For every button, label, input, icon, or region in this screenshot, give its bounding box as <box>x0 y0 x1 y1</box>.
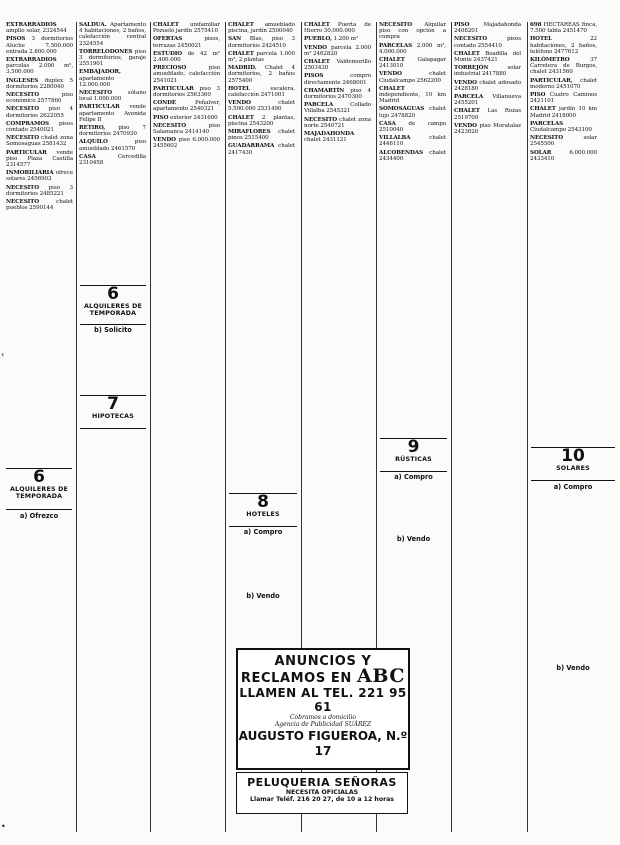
section-number: 9 <box>407 437 420 457</box>
subsection-label: b) Vendo <box>380 535 447 543</box>
ad-headline: PELUQUERIA SEÑORAS <box>247 776 397 789</box>
classified-ad: PUEBLO, 1.200 m² <box>304 36 359 43</box>
classified-ad: HOTEL escalera, calefacción 2471001 <box>228 85 295 99</box>
classified-ad: CHALET Puerta de Hierro 30.000.000 <box>304 22 371 35</box>
classified-ad: PISO Majadahonda 2408201 <box>454 22 521 35</box>
ads-column-7 <box>454 22 521 832</box>
classified-ad: NECESITO sótano local 1.000.000 <box>79 90 146 103</box>
margin-mark: ‹ <box>1 350 5 359</box>
ad-agency: Agencia de Publicidad SUÁREZ <box>274 721 372 728</box>
column-rule <box>527 22 528 832</box>
classified-ad: CHALET Galapagar 2413010 <box>379 57 446 70</box>
classified-ad: SOMOSAGUAS chalet lujo 2478820 <box>379 106 446 119</box>
subsection-label: a) Compro <box>531 483 615 491</box>
classified-ad: CHALET jardín 10 km Madrid 2418000 <box>530 106 597 119</box>
section-heading-solares <box>531 447 615 481</box>
classified-ad: CHALET Valdemorillo 2503430 <box>304 59 371 72</box>
classified-ad: OFERTAS pisos, terrazas 2450021 <box>153 36 220 49</box>
section-heading-alquileres-temporada-solicito <box>80 285 146 325</box>
classified-ad: EXTRARRADIOS parcelas 2.000 m², 3.500.000 <box>6 57 73 76</box>
classified-ad: ALCOBENDAS chalet 2434400 <box>379 149 446 162</box>
ads-column-3 <box>153 22 220 832</box>
classified-ad: VENDO parcela 2.000 m² 2462820 <box>304 44 371 57</box>
classified-ad: NECESITO chalet pueblos 2590144 <box>6 199 73 212</box>
subsection-label: a) Compro <box>229 528 297 536</box>
classified-ad: CHALET Las Rozas 2519700 <box>454 108 521 121</box>
ad-text: NECESITA OFICIALAS <box>285 789 359 796</box>
classified-ad: CASA Cercedilla 2310458 <box>79 153 146 167</box>
classified-ad: VENDO chalet adosado 2428180 <box>454 79 521 92</box>
section-heading-alquileres-temporada <box>6 468 72 510</box>
section-heading-hoteles <box>229 493 297 527</box>
classified-ad: CHALET unifamiliar Pozuelo jardín 2575410 <box>153 22 220 35</box>
classified-ad: 698 HECTÁREAS finca, 7.500 tabla 2451470 <box>530 22 597 35</box>
classified-ad: EXTRARRADIOS amplio solar, 2324544 <box>6 22 67 35</box>
classified-ad: CHALET 2 plantas, piscina 2543200 <box>228 114 295 127</box>
classified-ad: CHALET Boadilla del Monte 2437421 <box>454 50 521 64</box>
ad-phone: LLAMEN AL TEL. 221 95 61 <box>239 686 407 714</box>
classified-ad: PARCELA Villanueva 2455201 <box>454 94 521 107</box>
ad-headline-brand <box>238 665 408 687</box>
classified-ad: MIRAFLORES chalet pinos 2515400 <box>228 129 295 142</box>
column-rule <box>76 22 77 832</box>
classified-ad: SALDUA. Apartamento 4 habitaciones, 2 baños, calefacción central 2324554 <box>79 22 146 47</box>
classified-ad: NECESITO piso económico 2577860 <box>6 92 73 105</box>
classified-ad: VENDO chalet Ciudalcampo 2562200 <box>379 71 446 84</box>
classified-ad: CASA de campo 2510040 <box>379 120 446 134</box>
ad-headline: ANUNCIOS Y <box>274 654 372 669</box>
subsection-label: a) Ofrezco <box>6 512 72 520</box>
classified-ad: PISO exterior 2431600 <box>153 114 218 121</box>
ad-note: Cobramos a domicilio <box>289 714 357 721</box>
classified-ad: VENDO piso Moratalaz 2423620 <box>454 122 521 136</box>
classified-ad: MAJADAHONDA chalet 2431121 <box>304 131 355 144</box>
section-number: 8 <box>257 492 269 512</box>
classified-ad: PARCELA Collado Villalba 2545321 <box>304 102 371 115</box>
classified-ad: NECESITO chalet zona Somosaguas 2581432 <box>6 135 73 148</box>
section-title: RÚSTICAS <box>395 456 432 463</box>
classified-ad: CHALET amueblado piscina, jardín 2500040 <box>228 22 295 35</box>
classified-ad: EMBAJADOR, apartamento 12.000.000 <box>79 69 121 88</box>
ad-address: AUGUSTO FIGUEROA, N.º 17 <box>238 729 408 758</box>
classified-ad: MADRID. Chalet 4 dormitorios, 2 baños 2575400 <box>228 65 295 84</box>
classified-ad: PARTICULAR vende apartamento Avenida Felipe II <box>79 104 146 123</box>
subsection-label: b) Vendo <box>531 664 615 672</box>
section-number: 6 <box>107 284 119 304</box>
section-title: ALQUILERES DE TEMPORADA <box>83 303 142 317</box>
classified-ad: VENDO piso 6.000.000 2455602 <box>153 137 220 150</box>
classified-ad: NECESITO pisos contado 2554410 <box>454 36 521 49</box>
section-number: 10 <box>561 446 585 466</box>
classified-ad: SAN Blas, piso 3 dormitorios 2424510 <box>228 36 295 49</box>
section-number: 6 <box>33 467 45 487</box>
classified-ad: VENDO chalet 5.500.000 2531490 <box>228 100 295 113</box>
classified-ad: NECESITO Alquilar piso con opción a compra <box>379 22 446 41</box>
classified-ad: SOLAR 6.000.000 2433410 <box>530 149 597 162</box>
classified-ad: VILLALBA chalet 2446110 <box>379 135 446 148</box>
classified-ad: RETIRO, piso 7 dormitorios 2470930 <box>79 125 146 138</box>
subsection-label: a) Compro <box>380 473 447 481</box>
classified-ad: ALQUILO piso amueblado 2461570 <box>79 139 146 152</box>
classified-ad: PARCELAS 2.000 m², 4.000.000 <box>379 42 446 55</box>
column-rule <box>451 22 452 832</box>
classified-ad: PISO Cuatro Caminos 2421101 <box>530 92 597 105</box>
subsection-label: b) Solicito <box>80 326 146 334</box>
classified-ad: PISOS 3 dormitorios Aluche 7.500.000 entrada 2.800.000 <box>6 36 73 55</box>
peluqueria-ad-box <box>236 772 408 814</box>
classified-ad: NECESITO piso Salamanca 2414140 <box>153 122 220 136</box>
section-number: 7 <box>107 394 119 414</box>
classified-ad: NECESITO piso 4 dormitorios 2622055 <box>6 106 73 119</box>
classified-ad: PISOS compro directamente 2468001 <box>304 73 371 86</box>
subsection-label: b) Vendo <box>229 592 297 600</box>
classified-ad: COMPRAMOS pisos contado 2540021 <box>6 120 73 134</box>
classified-ad: PARCELAS Ciudalcampo 2543100 <box>530 120 592 134</box>
classified-ad: KILÓMETRO 37 Carretera de Burgos, chalet 2431560 <box>530 57 597 76</box>
classified-ad: GUADARRAMA chalet 2417430 <box>228 143 295 156</box>
classified-ad: CONDE Peñalver, apartamento 2540321 <box>153 100 220 113</box>
classified-ad: NECESITO solar 2545500 <box>530 135 597 148</box>
ad-text: RECLAMOS EN <box>240 671 352 686</box>
classified-ad: HOTEL 22 habitaciones, 2 baños, teléfono 2477612 <box>530 36 597 55</box>
classified-ad: ESTUDIO de 42 m² 2.400.000 <box>153 50 220 64</box>
classified-ad: INGLESES duplex 5 dormitorios 2280040 <box>6 77 73 90</box>
classified-ad: CHALET parcela 1.000 m², 2 plantas <box>228 50 295 64</box>
margin-mark: • <box>1 822 6 831</box>
classified-ad: TORREJÓN solar industrial 2417880 <box>454 65 521 78</box>
abc-ad-box <box>236 648 410 770</box>
classified-ad: PARTICULAR, chalet moderno 2451070 <box>530 77 597 90</box>
ads-column-1 <box>6 22 73 832</box>
classified-ad: TORRELODONES piso 3 dormitorios, garaje 2551901 <box>79 48 146 68</box>
section-heading-hipotecas <box>80 395 146 429</box>
column-rule <box>150 22 151 832</box>
section-title: HIPOTECAS <box>91 413 134 420</box>
classified-ad: NECESITO piso 3 dormitorios 2485221 <box>6 184 73 197</box>
ad-phone: Llamar Teléf. 216 20 27, de 10 a 12 horas <box>250 796 394 803</box>
section-title: HOTELES <box>246 511 280 518</box>
classified-ad: NECESITO chalet zona norte 2540721 <box>304 116 371 129</box>
section-title: SOLARES <box>556 465 590 472</box>
abc-logo: ABC <box>357 665 406 687</box>
ads-column-8 <box>530 22 597 832</box>
section-heading-rusticas <box>380 438 447 472</box>
column-rule <box>225 22 226 832</box>
classified-ad: INMOBILIARIA ofrece solares 2456903 <box>6 170 73 183</box>
section-title: ALQUILERES DE TEMPORADA <box>9 486 68 500</box>
classified-ad: CHALET independiente, 10 km Madrid <box>379 85 446 105</box>
classified-ad: PARTICULAR vende piso Plaza Castilla 2314577 <box>6 149 73 169</box>
classified-ad: CHAMARTÍN piso 4 dormitorios 2470300 <box>304 87 371 101</box>
classified-ad: PARTICULAR piso 3 dormitorios 2563360 <box>153 85 220 99</box>
classified-ad: PRECIOSO piso amueblado, calefacción 2541021 <box>153 65 220 84</box>
